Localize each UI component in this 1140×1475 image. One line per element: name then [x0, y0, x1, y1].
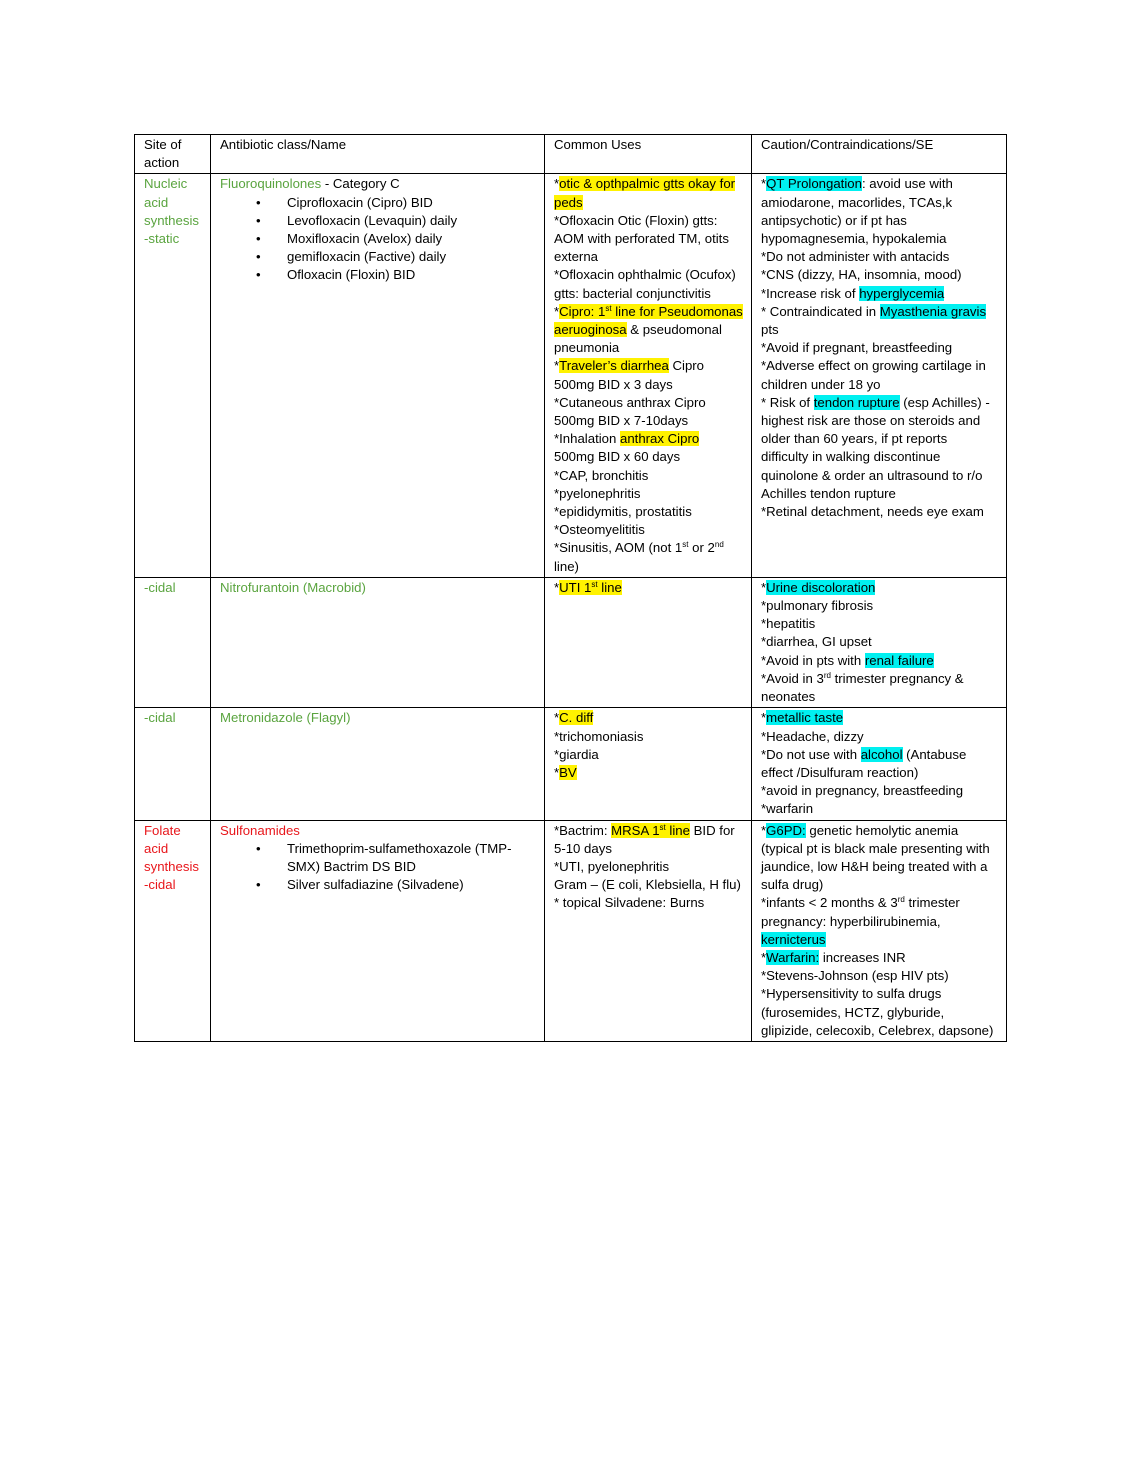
header-caution: Caution/Contraindications/SE: [752, 135, 1007, 174]
bullet-icon: •: [256, 840, 261, 856]
site-of-action: Nucleic acid synthesis -static: [144, 176, 199, 247]
table-row: [135, 708, 1007, 820]
table-row: [135, 820, 1007, 1041]
caution-cell: *G6PD: genetic hemolytic anemia (typical pt is black male presenting with jaundice, low H&H being treated with a sulfa drug) *infants < 2 months & 3rd trimester pregnancy: hyperbilirubinemia, kernicterus *Warfarin: increases INR *Stevens-Johnson (esp HIV pts) *Hypersensitivity to sulfa drugs (furosemides, HCTZ, glyburide, glipizide, celecoxib, Celebrex, dapsone): [752, 820, 1007, 1041]
site-of-action: -cidal: [144, 710, 176, 726]
drug-list: [220, 840, 536, 895]
drug-item: [256, 194, 536, 212]
site-of-action-cell: [135, 174, 211, 577]
site-of-action: -cidal: [144, 579, 176, 595]
table-body: [135, 174, 1007, 1042]
caution-cell: *metallic taste *Headache, dizzy *Do not use with alcohol (Antabuse effect /Disulfuram reaction) *avoid in pregnancy, breastfeeding *warfarin: [752, 708, 1007, 820]
bullet-icon: •: [256, 267, 261, 283]
site-of-action-cell: [135, 708, 211, 820]
antibiotic-class-cell: [211, 820, 545, 1041]
antibiotic-class-cell: [211, 174, 545, 577]
drug-item: [256, 212, 536, 230]
class-heading: [220, 175, 536, 193]
common-uses-cell: *otic & opthpalmic gtts okay for peds *Ofloxacin Otic (Floxin) gtts: AOM with perforated TM, otits externa *Ofloxacin ophthalmic (Ocufox) gtts: bacterial conjunctivitis *Cipro: 1st line for Pseudomonas aeruoginosa & pseudomonal pneumonia *Traveler’s diarrhea Cipro 500mg BID x 3 days *Cutaneous anthrax Cipro 500mg BID x 7-10days *Inhalation anthrax Cipro 500mg BID x 60 days *CAP, bronchitis *pyelonephritis *epididymitis, prostatitis *Osteomyelititis *Sinusitis, AOM (not 1st or 2nd line): [545, 174, 752, 577]
site-of-action: Folate acid synthesis -cidal: [144, 822, 199, 893]
class-name: Metronidazole (Flagyl): [220, 710, 351, 726]
drug-list: [220, 194, 536, 285]
header-row: [135, 135, 1007, 174]
site-of-action-cell: [135, 820, 211, 1041]
drug-item: [256, 876, 536, 894]
bullet-icon: •: [256, 877, 261, 893]
antibiotic-class-cell: [211, 577, 545, 707]
class-name: Sulfonamides: [220, 822, 300, 838]
header-site: Site of action: [135, 135, 211, 174]
common-uses-cell: *Bactrim: MRSA 1st line BID for 5-10 days *UTI, pyelonephritis Gram – (E coli, Klebsiella, H flu) * topical Silvadene: Burns: [545, 820, 752, 1041]
drug-name: Levofloxacin (Levaquin) daily: [287, 212, 458, 228]
table-row: [135, 577, 1007, 707]
class-category: - Category C: [321, 176, 400, 192]
drug-item: [256, 840, 536, 876]
class-name: Fluoroquinolones: [220, 176, 322, 192]
header-uses: Common Uses: [545, 135, 752, 174]
caution-cell: *Urine discoloration *pulmonary fibrosis *hepatitis *diarrhea, GI upset *Avoid in pts with renal failure *Avoid in 3rd trimester pregnancy & neonates: [752, 577, 1007, 707]
bullet-icon: •: [256, 194, 261, 210]
class-heading: [220, 579, 536, 597]
bullet-icon: •: [256, 212, 261, 228]
table-row: [135, 174, 1007, 577]
drug-name: Moxifloxacin (Avelox) daily: [287, 231, 443, 247]
class-heading: [220, 709, 536, 727]
drug-item: [256, 230, 536, 248]
common-uses-cell: *C. diff *trichomoniasis *giardia *BV: [545, 708, 752, 820]
bullet-icon: •: [256, 249, 261, 265]
class-name: Nitrofurantoin (Macrobid): [220, 579, 366, 595]
caution-cell: *QT Prolongation: avoid use with amiodarone, macorlides, TCAs,k antipsychotic) or if pt has hypomagnesemia, hypokalemia *Do not administer with antacids *CNS (dizzy, HA, insomnia, mood) *Increase risk of hyperglycemia * Contraindicated in Myasthenia gravis pts *Avoid if pregnant, breastfeeding *Adverse effect on growing cartilage in children under 18 yo * Risk of tendon rupture (esp Achilles) -highest risk are those on steroids and older than 60 years, if pt reports difficulty in walking discontinue quinolone & order an ultrasound to r/o Achilles tendon rupture *Retinal detachment, needs eye exam: [752, 174, 1007, 577]
drug-name: Ciprofloxacin (Cipro) BID: [287, 194, 433, 210]
bullet-icon: •: [256, 231, 261, 247]
drug-item: [256, 266, 536, 284]
class-heading: [220, 822, 536, 840]
drug-name: Ofloxacin (Floxin) BID: [287, 267, 416, 283]
antibiotic-table: [134, 134, 1007, 1042]
drug-item: [256, 248, 536, 266]
header-class: Antibiotic class/Name: [211, 135, 545, 174]
drug-name: gemifloxacin (Factive) daily: [287, 249, 447, 265]
drug-name: Silver sulfadiazine (Silvadene): [287, 877, 464, 893]
drug-name: Trimethoprim-sulfamethoxazole (TMP-SMX) Bactrim DS BID: [287, 840, 512, 874]
common-uses-cell: *UTI 1st line: [545, 577, 752, 707]
antibiotic-class-cell: [211, 708, 545, 820]
site-of-action-cell: [135, 577, 211, 707]
